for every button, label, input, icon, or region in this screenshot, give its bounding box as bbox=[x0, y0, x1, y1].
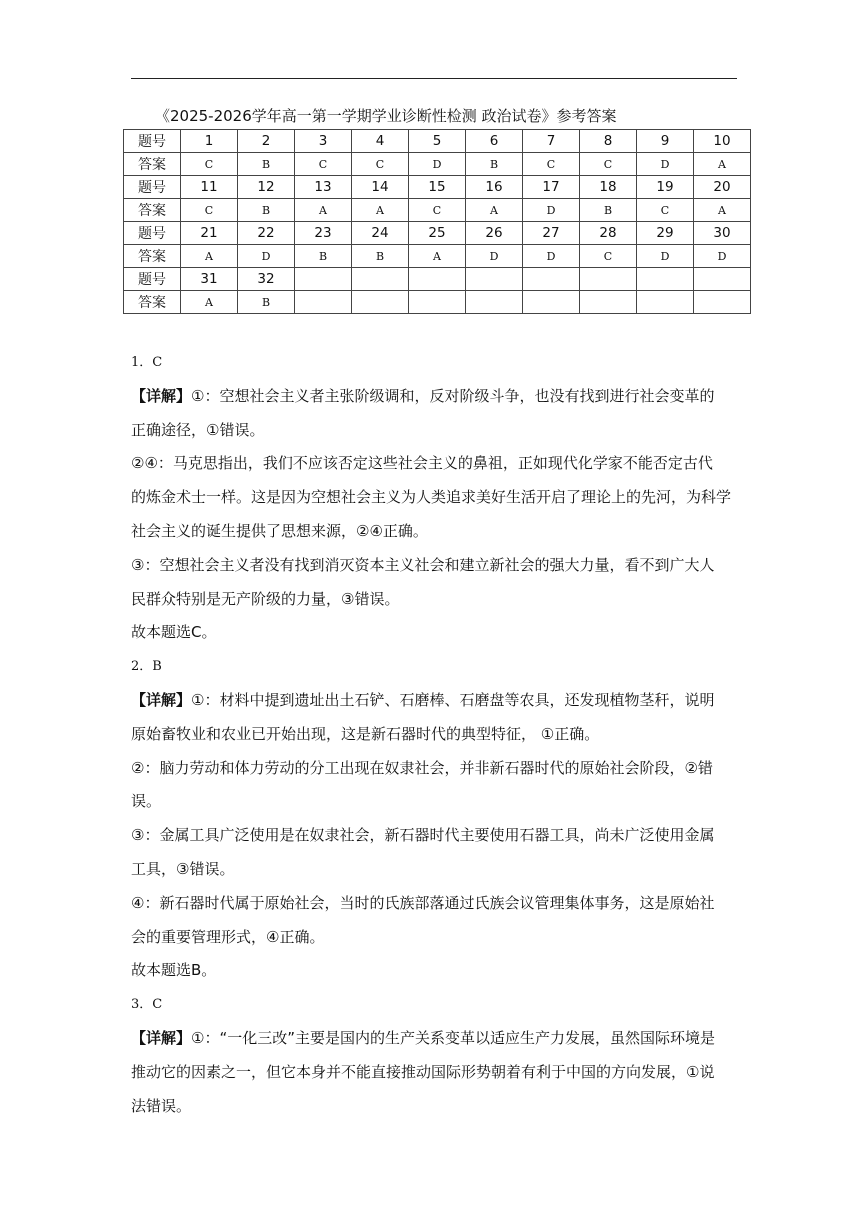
explanation-text: 原始畜牧业和农业已开始出现，这是新石器时代的典型特征， ①正确。 bbox=[131, 724, 600, 743]
table-cell: 6 bbox=[466, 130, 523, 153]
table-cell: 11 bbox=[181, 176, 238, 199]
answer-row bbox=[124, 291, 751, 314]
explanation-text: 工具，③错误。 bbox=[131, 859, 235, 878]
table-cell bbox=[637, 268, 694, 291]
explanation-line bbox=[131, 1056, 741, 1090]
explanation-text: 推动它的因素之一，但它本身并不能直接推动国际形势朝着有利于中国的方向发展，①说 bbox=[131, 1062, 715, 1081]
explanation-line bbox=[131, 1022, 741, 1056]
table-cell: 18 bbox=[580, 176, 637, 199]
table-cell: B bbox=[352, 245, 409, 268]
explanation-text: 法错误。 bbox=[131, 1096, 192, 1115]
explanation-line bbox=[131, 853, 741, 887]
table-cell: 10 bbox=[694, 130, 751, 153]
row-label: 题号 bbox=[124, 130, 181, 153]
explanation-text: 的炼金术士一样。这是因为空想社会主义为人类追求美好生活开启了理论上的先河，为科学 bbox=[131, 488, 732, 507]
row-label: 题号 bbox=[124, 222, 181, 245]
explanation-text: ④：新石器时代属于原始社会，当时的氏族部落通过氏族会议管理集体事务，这是原始社 bbox=[131, 893, 715, 912]
answer-row bbox=[124, 153, 751, 176]
table-cell: A bbox=[181, 291, 238, 314]
table-cell: 7 bbox=[523, 130, 580, 153]
explanation-line bbox=[131, 921, 741, 955]
table-cell: C bbox=[580, 245, 637, 268]
question-number: 2．B bbox=[131, 659, 162, 675]
table-cell bbox=[409, 291, 466, 314]
explanation-text: 故本题选C。 bbox=[131, 623, 217, 642]
explanation-text: ③：空想社会主义者没有找到消灭资本主义社会和建立新社会的强大力量，看不到广大人 bbox=[131, 555, 715, 574]
table-cell bbox=[523, 291, 580, 314]
table-cell bbox=[352, 291, 409, 314]
table-cell: 29 bbox=[637, 222, 694, 245]
answer-table bbox=[123, 129, 751, 314]
table-cell: 28 bbox=[580, 222, 637, 245]
table-cell: 19 bbox=[637, 176, 694, 199]
table-cell bbox=[637, 291, 694, 314]
explanation-text: ①：“一化三改”主要是国内的生产关系变革以适应生产力发展，虽然国际环境是 bbox=[191, 1028, 716, 1047]
table-cell: C bbox=[352, 153, 409, 176]
table-cell: 15 bbox=[409, 176, 466, 199]
question-number: 3．C bbox=[131, 997, 163, 1013]
table-cell: 27 bbox=[523, 222, 580, 245]
table-cell bbox=[352, 268, 409, 291]
table-cell bbox=[466, 268, 523, 291]
explanation-line bbox=[131, 718, 741, 752]
detail-label: 【详解】 bbox=[131, 386, 192, 405]
table-cell bbox=[580, 268, 637, 291]
question-number: 1．C bbox=[131, 355, 163, 370]
explanation-text: ③：金属工具广泛使用是在奴隶社会，新石器时代主要使用石器工具，尚未广泛使用金属 bbox=[131, 826, 715, 845]
table-cell: D bbox=[637, 245, 694, 268]
answer-row bbox=[124, 245, 751, 268]
table-cell: 13 bbox=[295, 176, 352, 199]
explanation-line bbox=[131, 414, 741, 448]
table-cell: B bbox=[238, 199, 295, 222]
table-cell bbox=[295, 291, 352, 314]
table-cell: D bbox=[238, 245, 295, 268]
table-cell: B bbox=[580, 199, 637, 222]
explanation-line bbox=[131, 549, 741, 583]
explanation-text: ①：空想社会主义者主张阶级调和，反对阶级斗争，也没有找到进行社会变革的 bbox=[191, 386, 715, 405]
table-cell: 14 bbox=[352, 176, 409, 199]
explanation-line bbox=[131, 819, 741, 853]
table-cell: 30 bbox=[694, 222, 751, 245]
table-cell: 23 bbox=[295, 222, 352, 245]
table-cell: C bbox=[523, 153, 580, 176]
explanation-text: ②：脑力劳动和体力劳动的分工出现在奴隶社会，并非新石器时代的原始社会阶段，②错 bbox=[131, 758, 713, 777]
table-cell: A bbox=[352, 199, 409, 222]
table-cell: A bbox=[181, 245, 238, 268]
explanation-line bbox=[131, 616, 741, 650]
table-cell: A bbox=[295, 199, 352, 222]
table-cell: A bbox=[409, 245, 466, 268]
table-cell bbox=[523, 268, 580, 291]
explanation-line bbox=[131, 481, 741, 515]
explanation-line bbox=[131, 515, 741, 549]
explanation-text: 故本题选B。 bbox=[131, 961, 217, 980]
explanation-line bbox=[131, 684, 741, 718]
table-cell: C bbox=[181, 199, 238, 222]
table-cell: D bbox=[523, 199, 580, 222]
table-cell bbox=[694, 291, 751, 314]
table-cell: A bbox=[466, 199, 523, 222]
table-cell: 17 bbox=[523, 176, 580, 199]
table-cell: 24 bbox=[352, 222, 409, 245]
table-cell: 5 bbox=[409, 130, 466, 153]
explanations bbox=[131, 346, 741, 1123]
table-cell: D bbox=[637, 153, 694, 176]
explanation-line bbox=[131, 954, 741, 988]
explanation-text: 正确途径，①错误。 bbox=[131, 420, 265, 439]
explanation-text: 会的重要管理形式，④正确。 bbox=[131, 927, 325, 946]
table-cell: 31 bbox=[181, 268, 238, 291]
question-number-row bbox=[124, 268, 751, 291]
table-cell: 9 bbox=[637, 130, 694, 153]
table-cell: D bbox=[466, 245, 523, 268]
row-label: 题号 bbox=[124, 176, 181, 199]
table-cell: C bbox=[295, 153, 352, 176]
table-cell: 26 bbox=[466, 222, 523, 245]
document-title: 《2025-2026学年高一第一学期学业诊断性检测 政治试卷》参考答案 bbox=[155, 107, 617, 125]
table-cell: C bbox=[181, 153, 238, 176]
explanation-text: 民群众特别是无产阶级的力量，③错误。 bbox=[131, 589, 400, 608]
explanation-text: ①：材料中提到遗址出土石铲、石磨棒、石磨盘等农具，还发现植物茎秆，说明 bbox=[191, 690, 715, 709]
question-number-row bbox=[124, 176, 751, 199]
explanation-line bbox=[131, 380, 741, 414]
explanation-text: 社会主义的诞生提供了思想来源，②④正确。 bbox=[131, 521, 428, 540]
table-cell: 32 bbox=[238, 268, 295, 291]
table-cell: C bbox=[580, 153, 637, 176]
table-cell: 2 bbox=[238, 130, 295, 153]
row-label: 题号 bbox=[124, 268, 181, 291]
table-cell: 4 bbox=[352, 130, 409, 153]
table-cell: C bbox=[637, 199, 694, 222]
table-cell bbox=[409, 268, 466, 291]
table-cell bbox=[466, 291, 523, 314]
table-cell bbox=[295, 268, 352, 291]
table-cell: D bbox=[409, 153, 466, 176]
detail-label: 【详解】 bbox=[131, 690, 192, 709]
explanation-text: 误。 bbox=[131, 792, 162, 811]
table-cell bbox=[580, 291, 637, 314]
row-label: 答案 bbox=[124, 153, 181, 176]
explanation-line bbox=[131, 1090, 741, 1124]
header-rule bbox=[131, 78, 737, 79]
table-cell: 25 bbox=[409, 222, 466, 245]
table-cell: B bbox=[238, 153, 295, 176]
answer-row bbox=[124, 199, 751, 222]
table-cell: 21 bbox=[181, 222, 238, 245]
table-cell: A bbox=[694, 199, 751, 222]
table-cell: 16 bbox=[466, 176, 523, 199]
row-label: 答案 bbox=[124, 291, 181, 314]
table-cell: 12 bbox=[238, 176, 295, 199]
row-label: 答案 bbox=[124, 245, 181, 268]
explanation-line bbox=[131, 887, 741, 921]
table-cell: 3 bbox=[295, 130, 352, 153]
detail-label: 【详解】 bbox=[131, 1028, 192, 1047]
table-cell bbox=[694, 268, 751, 291]
table-cell: 20 bbox=[694, 176, 751, 199]
question-number-row bbox=[124, 222, 751, 245]
table-cell: B bbox=[295, 245, 352, 268]
table-cell: 8 bbox=[580, 130, 637, 153]
table-cell: C bbox=[409, 199, 466, 222]
table-cell: A bbox=[694, 153, 751, 176]
table-cell: B bbox=[238, 291, 295, 314]
table-cell: B bbox=[466, 153, 523, 176]
explanation-line bbox=[131, 785, 741, 819]
explanation-line bbox=[131, 752, 741, 786]
explanation-line bbox=[131, 447, 741, 481]
question-number-row bbox=[124, 130, 751, 153]
table-cell: 1 bbox=[181, 130, 238, 153]
row-label: 答案 bbox=[124, 199, 181, 222]
table-cell: D bbox=[694, 245, 751, 268]
explanation-text: ②④：马克思指出，我们不应该否定这些社会主义的鼻祖，正如现代化学家不能否定古代 bbox=[131, 454, 713, 473]
table-cell: 22 bbox=[238, 222, 295, 245]
explanation-line bbox=[131, 583, 741, 617]
table-cell: D bbox=[523, 245, 580, 268]
